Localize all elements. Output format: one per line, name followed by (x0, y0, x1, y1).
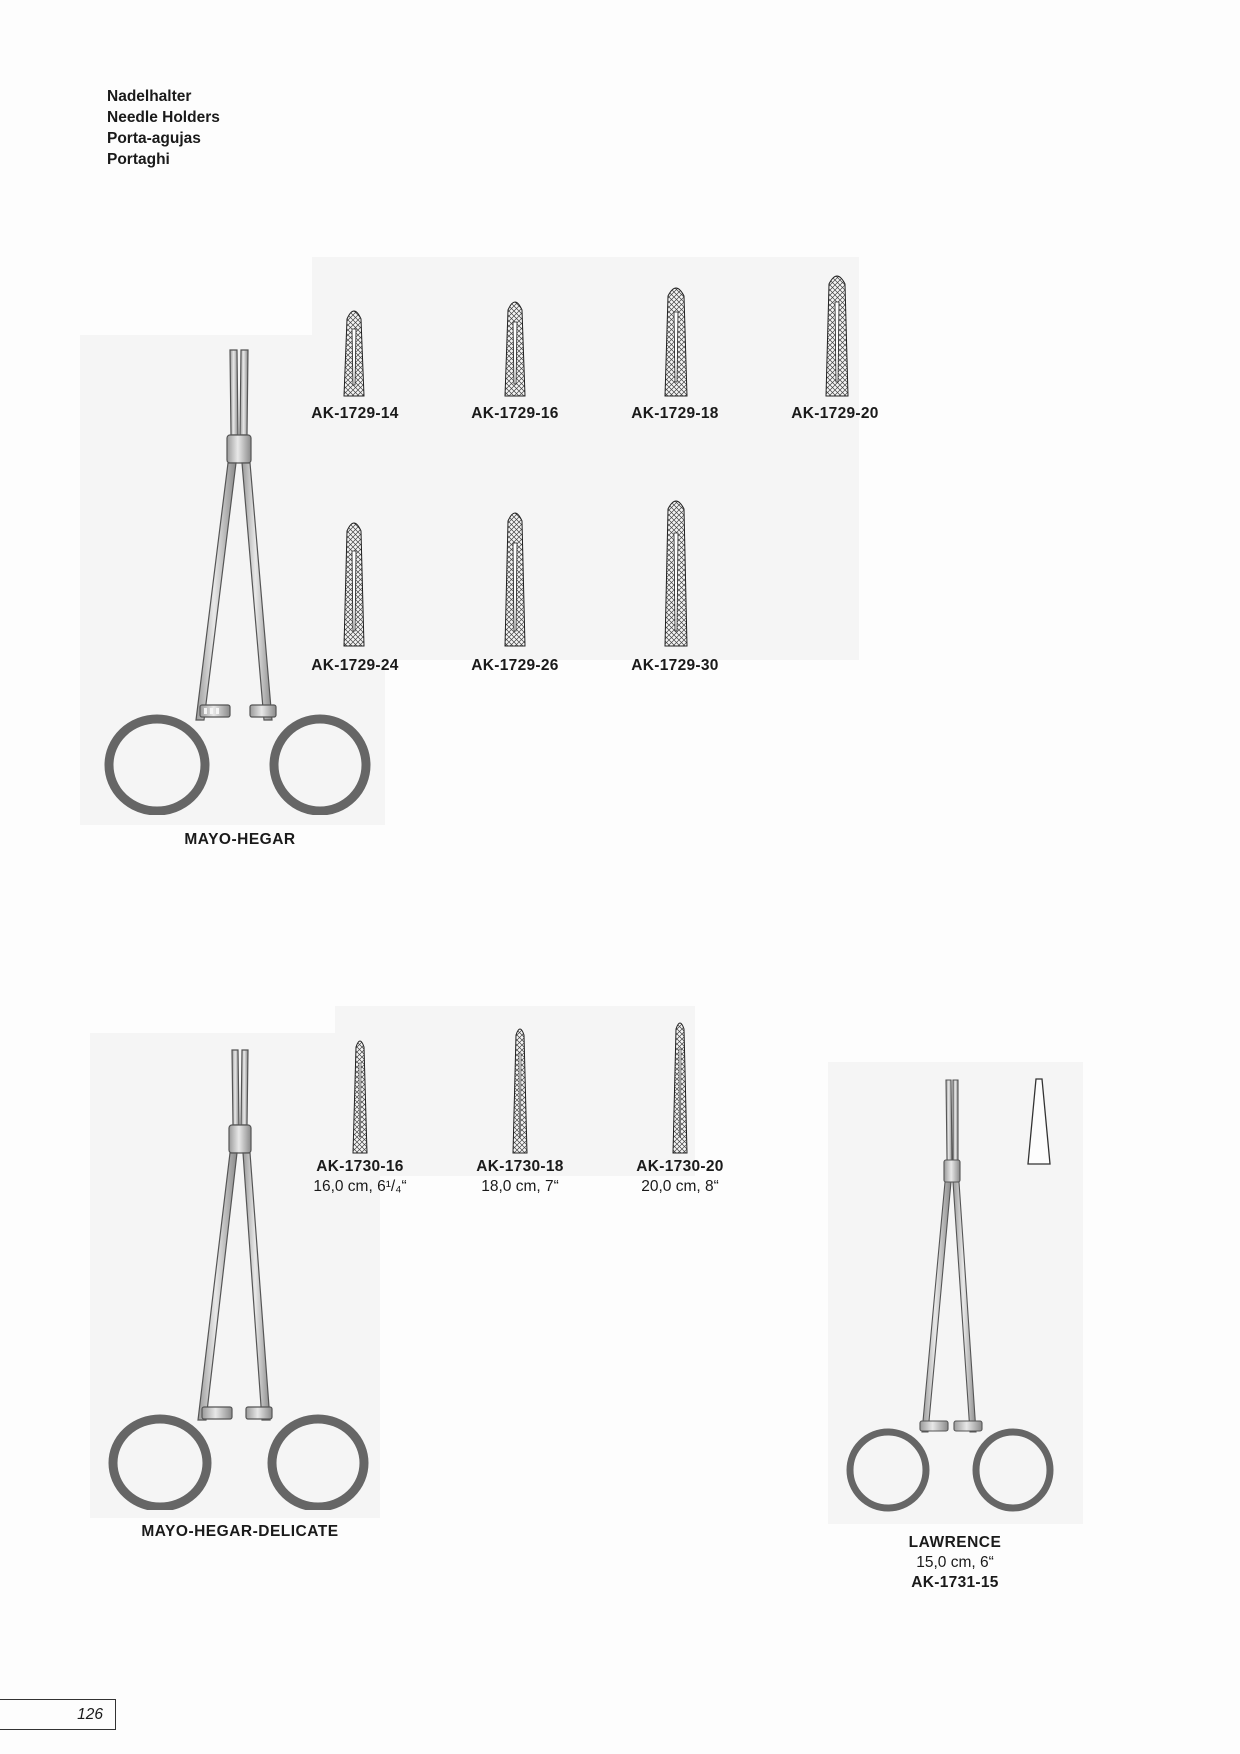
tip-icon-1730-18 (512, 1025, 528, 1154)
catalog-titles (107, 86, 220, 170)
title-german: Nadelhalter (107, 88, 192, 105)
tip-icon-1730-16 (352, 1037, 368, 1154)
mayo-hegar-delicate-instrument-image (100, 1045, 380, 1510)
tip-icon-1729-18 (664, 282, 688, 397)
code-label: AK-1729-30 (631, 657, 719, 674)
title-spanish: Porta-agujas (107, 130, 201, 147)
code-label: AK-1730-16 (316, 1158, 404, 1175)
code-label: AK-1729-14 (311, 405, 399, 422)
size-label: 18,0 cm, 7“ (481, 1178, 559, 1195)
mayo-hegar-delicate-name: MAYO-HEGAR-DELICATE (141, 1523, 339, 1540)
code-label: AK-1729-18 (631, 405, 719, 422)
code-label: AK-1729-26 (471, 657, 559, 674)
code-label: AK-1730-18 (476, 1158, 564, 1175)
page-number: 126 (77, 1706, 103, 1723)
page-number-box (0, 1699, 116, 1730)
code-label: AK-1729-16 (471, 405, 559, 422)
lawrence-tip-outline-icon (1026, 1076, 1052, 1166)
title-english: Needle Holders (107, 109, 220, 126)
size-label: 16,0 cm, 6¹/₄“ (313, 1178, 407, 1195)
size-label: 20,0 cm, 8“ (641, 1178, 719, 1195)
tips-photo-bg (312, 257, 859, 660)
tip-icon-1729-24 (343, 517, 365, 647)
title-italian: Portaghi (107, 151, 170, 168)
tip-icon-1729-16 (504, 296, 526, 397)
code-label: AK-1730-20 (636, 1158, 724, 1175)
tip-icon-1730-20 (672, 1019, 688, 1154)
lawrence-size-label: 15,0 cm, 6“ (916, 1554, 994, 1571)
mayo-hegar-name: MAYO-HEGAR (184, 831, 296, 848)
tip-icon-1729-30 (664, 495, 688, 647)
tip-icon-1729-26 (504, 507, 526, 647)
code-label: AK-1729-20 (791, 405, 879, 422)
tip-icon-1729-20 (825, 270, 849, 397)
code-label: AK-1729-24 (311, 657, 399, 674)
lawrence-code-label: AK-1731-15 (911, 1574, 999, 1591)
lawrence-name: LAWRENCE (908, 1534, 1002, 1551)
tip-icon-1729-14 (343, 305, 365, 397)
